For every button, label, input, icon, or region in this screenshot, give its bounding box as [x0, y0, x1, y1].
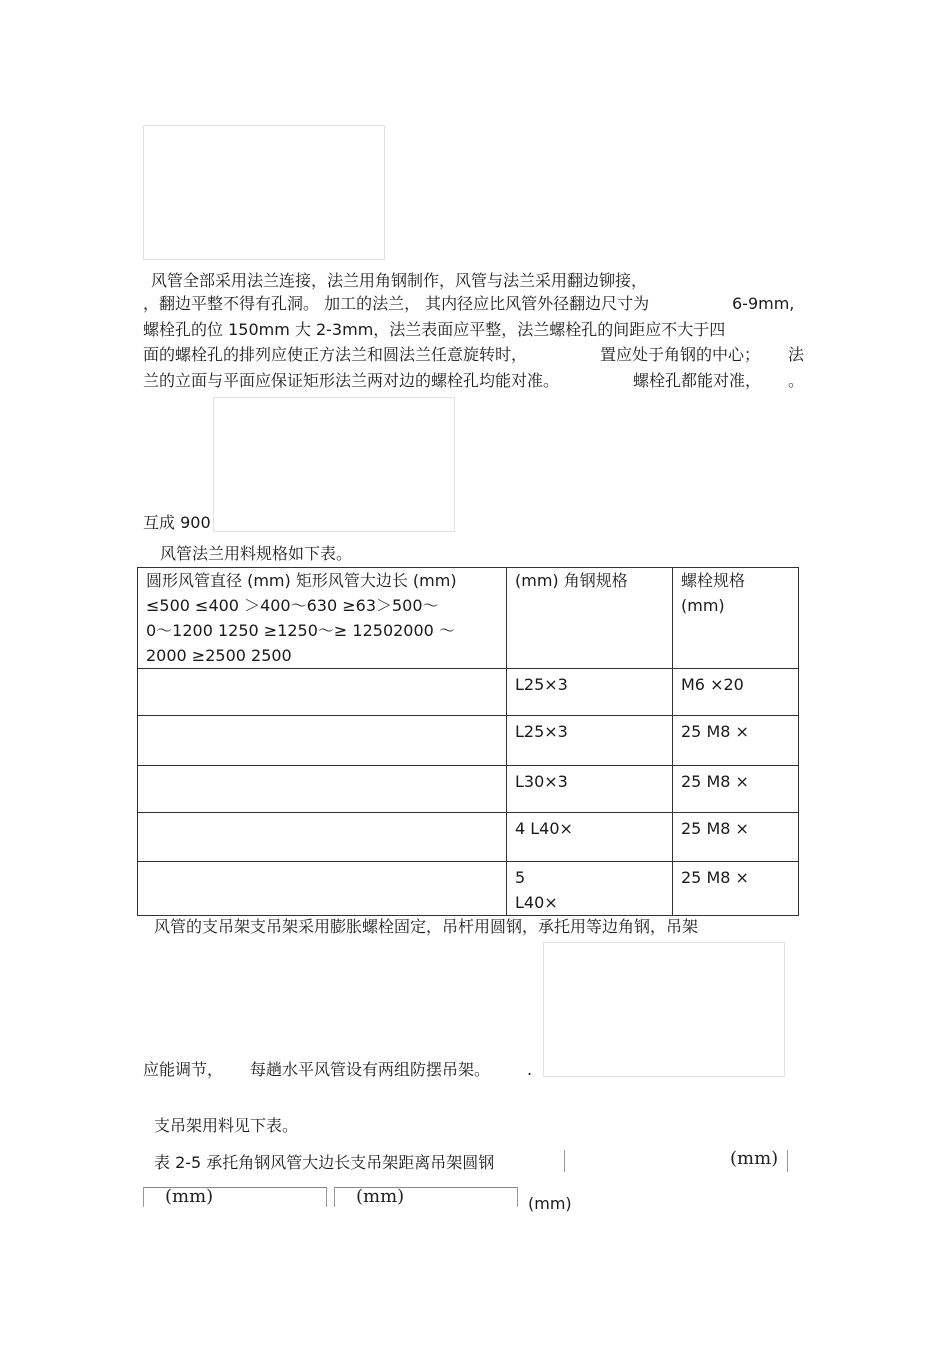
size-cell: [138, 813, 507, 862]
angle-cell: L25×3: [507, 669, 673, 716]
para2-line1: 风管的支吊架支吊架采用膨胀螺栓固定，吊杆用圆钢，承托用等边角钢，吊架: [154, 917, 699, 936]
header-bolt-line: (mm): [681, 596, 725, 615]
para1-line1: 风管全部采用法兰连接，法兰用角钢制作，风管与法兰采用翻边铆接，: [151, 271, 648, 290]
table25-caption: 表 2-5 承托角钢风管大边长支吊架距离吊架圆钢: [154, 1153, 495, 1172]
size-cell: [138, 766, 507, 813]
fragment-border: [564, 1150, 565, 1172]
support-intro: 支吊架用料见下表。: [154, 1116, 299, 1135]
image-placeholder-1: [143, 125, 385, 260]
image-placeholder-3: [543, 942, 785, 1077]
table-row: [138, 813, 799, 862]
para1-line2-value: 6-9mm,: [732, 294, 795, 313]
header-size-line: ≤500 ≤400 ＞400～630 ≥63＞500～: [146, 596, 439, 615]
angle-cell: L25×3: [507, 716, 673, 766]
para1-line4b: 置应处于角钢的中心；: [600, 345, 761, 364]
header-bolt-line: 螺栓规格: [681, 571, 746, 590]
table-row: [138, 669, 799, 716]
bolt-cell: 25 M8 ×: [673, 862, 799, 916]
flange-spec-table: [137, 567, 799, 916]
bolt-cell: 25 M8 ×: [673, 813, 799, 862]
para1-line5a: 兰的立面与平面应保证矩形法兰两对边的螺栓孔均能对准。: [143, 371, 560, 390]
table-row: [138, 766, 799, 813]
table-row: [138, 862, 799, 916]
table-row: [138, 716, 799, 766]
header-col-angle: (mm) 角钢规格: [507, 568, 673, 669]
para1-line5c: 。: [788, 371, 805, 390]
fragment-border: [334, 1187, 335, 1207]
fragment-border: [143, 1187, 144, 1207]
header-col-bolt: [673, 568, 799, 669]
angle-line: 5: [515, 868, 526, 887]
angle-line: L40×: [515, 893, 558, 912]
fragment-border: [787, 1150, 788, 1172]
para1-line3: 螺栓孔的位 150mm 大 2-3mm，法兰表面应平整，法兰螺栓孔的间距应不大于四: [143, 320, 726, 339]
unit-label-mm: (mm): [356, 1186, 405, 1207]
table-intro: 风管法兰用料规格如下表。: [160, 544, 353, 563]
hucheng-text: 互成 900: [143, 513, 211, 532]
unit-label-mm: (mm): [528, 1194, 572, 1213]
fragment-border: [326, 1187, 327, 1207]
size-cell: [138, 862, 507, 916]
size-cell: [138, 669, 507, 716]
para1-line2: ，翻边平整不得有孔洞。 加工的法兰， 其内径应比风管外径翻边尺寸为: [143, 294, 650, 313]
unit-label-mm: (mm): [165, 1186, 214, 1207]
angle-cell: 4 L40×: [507, 813, 673, 862]
fragment-border: [517, 1187, 518, 1207]
para1-line5b: 螺栓孔都能对准，: [633, 371, 762, 390]
header-size-line: 0～1200 1250 ≥1250～≥ 12502000 ～: [146, 621, 455, 640]
angle-cell: L30×3: [507, 766, 673, 813]
bolt-cell: 25 M8 ×: [673, 716, 799, 766]
angle-cell: [507, 862, 673, 916]
table-header-row: [138, 568, 799, 669]
para2-line2a: 应能调节，: [143, 1060, 224, 1079]
size-cell: [138, 716, 507, 766]
unit-label-mm: (mm): [730, 1148, 779, 1169]
header-size-line: 2000 ≥2500 2500: [146, 646, 292, 665]
header-size-line: 圆形风管直径 (mm) 矩形风管大边长 (mm): [146, 571, 457, 590]
para2-line2b: 每趟水平风管设有两组防摆吊架。: [250, 1060, 491, 1079]
para1-line4a: 面的螺栓孔的排列应使正方法兰和圆法兰任意旋转时，: [143, 345, 528, 364]
image-placeholder-2: [213, 397, 455, 532]
bolt-cell: 25 M8 ×: [673, 766, 799, 813]
para1-line4c: 法: [788, 345, 805, 364]
bolt-cell: M6 ×20: [673, 669, 799, 716]
header-col-size: [138, 568, 507, 669]
para2-line2c: .: [527, 1060, 533, 1079]
